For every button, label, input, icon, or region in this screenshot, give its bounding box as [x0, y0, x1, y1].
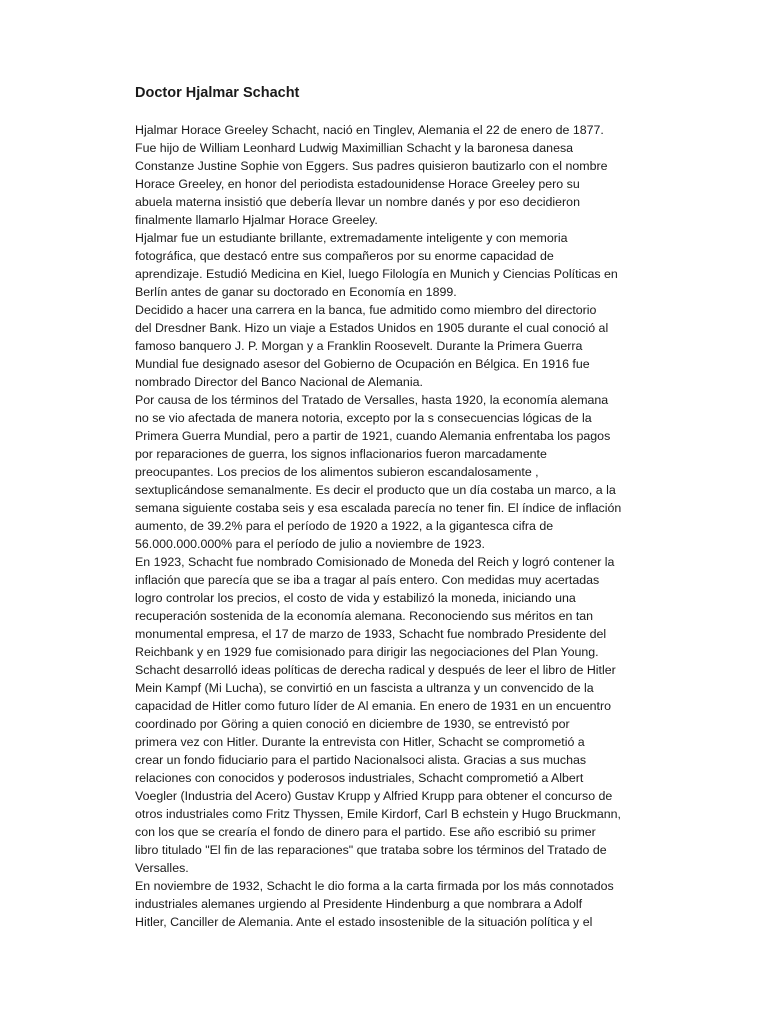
text-line: 56.000.000.000% para el período de julio a noviembre de 1923.	[135, 537, 485, 551]
text-line: sextuplicándose semanalmente. Es decir el producto que un día costaba un marco, a la	[135, 483, 616, 497]
text-line: industriales alemanes urgiendo al Presidente Hindenburg a que nombrara a Adolf	[135, 897, 583, 911]
text-line: fotográfica, que destacó entre sus compañeros por su enorme capacidad de	[135, 249, 554, 263]
text-line: Reichbank y en 1929 fue comisionado para dirigir las negociaciones del Plan Young.	[135, 645, 599, 659]
text-line: no se vio afectada de manera notoria, excepto por la s consecuencias lógicas de la	[135, 411, 592, 425]
text-line: inflación que parecía que se iba a tragar al país entero. Con medidas muy acertadas	[135, 573, 600, 587]
text-line: monumental empresa, el 17 de marzo de 1933, Schacht fue nombrado Presidente del	[135, 627, 607, 641]
text-line: Primera Guerra Mundial, pero a partir de 1921, cuando Alemania enfrentaba los pagos	[135, 429, 611, 443]
text-line: Hjalmar fue un estudiante brillante, extremadamente inteligente y con memoria	[135, 231, 568, 245]
text-line: relaciones con conocidos y poderosos industriales, Schacht comprometió a Albert	[135, 771, 584, 785]
text-line: Fue hijo de William Leonhard Ludwig Maximillian Schacht y la baronesa danesa	[135, 141, 574, 155]
text-line: Voegler (Industria del Acero) Gustav Krupp y Alfried Krupp para obtener el concurso de	[135, 789, 613, 803]
text-line: coordinado por Göring a quien conoció en diciembre de 1930, se entrevistó por	[135, 717, 570, 731]
text-line: recuperación sostenida de la economía alemana. Reconociendo sus méritos en tan	[135, 609, 594, 623]
text-line: Schacht desarrolló ideas políticas de derecha radical y después de leer el libro de Hitler	[135, 663, 616, 677]
text-line: libro titulado "El fin de las reparaciones" que trataba sobre los términos del Tratado de	[135, 843, 607, 857]
text-line: finalmente llamarlo Hjalmar Horace Greeley.	[135, 213, 378, 227]
text-line: Hitler, Canciller de Alemania. Ante el estado insostenible de la situación política y el	[135, 915, 593, 929]
text-line: Horace Greeley, en honor del periodista estadounidense Horace Greeley pero su	[135, 177, 580, 191]
text-line: semana siguiente costaba seis y esa escalada parecía no tener fin. El índice de inflación	[135, 501, 622, 515]
text-line: abuela materna insistió que debería llevar un nombre danés y por eso decidieron	[135, 195, 580, 209]
text-line: Versalles.	[135, 861, 189, 875]
text-line: primera vez con Hitler. Durante la entrevista con Hitler, Schacht se comprometió a	[135, 735, 585, 749]
text-line: por reparaciones de guerra, los signos inflacionarios fueron marcadamente	[135, 447, 547, 461]
text-line: aprendizaje. Estudió Medicina en Kiel, luego Filología en Munich y Ciencias Políticas en	[135, 267, 618, 281]
text-line: famoso banquero J. P. Morgan y a Franklin Roosevelt. Durante la Primera Guerra	[135, 339, 583, 353]
text-line: Mundial fue designado asesor del Gobierno de Ocupación en Bélgica. En 1916 fue	[135, 357, 590, 371]
text-line: Por causa de los términos del Tratado de Versalles, hasta 1920, la economía alemana	[135, 393, 609, 407]
document-content	[135, 84, 635, 931]
text-line: otros industriales como Fritz Thyssen, Emile Kirdorf, Carl B echstein y Hugo Bruckmann,	[135, 807, 621, 821]
text-line: logro controlar los precios, el costo de vida y estabilizó la moneda, iniciando una	[135, 591, 576, 605]
text-line: capacidad de Hitler como futuro líder de Al emania. En enero de 1931 en un encuentro	[135, 699, 611, 713]
text-line: Hjalmar Horace Greeley Schacht, nació en Tinglev, Alemania el 22 de enero de 1877.	[135, 123, 604, 137]
text-line: aumento, de 39.2% para el período de 1920 a 1922, a la gigantesca cifra de	[135, 519, 554, 533]
text-line: nombrado Director del Banco Nacional de Alemania.	[135, 375, 423, 389]
document-body	[135, 121, 635, 931]
document-title: Doctor Hjalmar Schacht	[135, 85, 300, 101]
text-line: con los que se crearía el fondo de dinero para el partido. Ese año escribió su primer	[135, 825, 596, 839]
text-line: Constanze Justine Sophie von Eggers. Sus padres quisieron bautizarlo con el nombre	[135, 159, 608, 173]
text-line: Decidido a hacer una carrera en la banca, fue admitido como miembro del directorio	[135, 303, 597, 317]
text-line: preocupantes. Los precios de los alimentos subieron escandalosamente ,	[135, 465, 539, 479]
text-line: crear un fondo fiduciario para el partido Nacionalsoci alista. Gracias a sus muchas	[135, 753, 587, 767]
text-line: del Dresdner Bank. Hizo un viaje a Estados Unidos en 1905 durante el cual conoció al	[135, 321, 609, 335]
text-line: Mein Kampf (Mi Lucha), se convirtió en un fascista a ultranza y un convencido de la	[135, 681, 594, 695]
text-line: En 1923, Schacht fue nombrado Comisionado de Moneda del Reich y logró contener la	[135, 555, 615, 569]
text-line: Berlín antes de ganar su doctorado en Economía en 1899.	[135, 285, 457, 299]
text-line: En noviembre de 1932, Schacht le dio forma a la carta firmada por los más connotados	[135, 879, 614, 893]
